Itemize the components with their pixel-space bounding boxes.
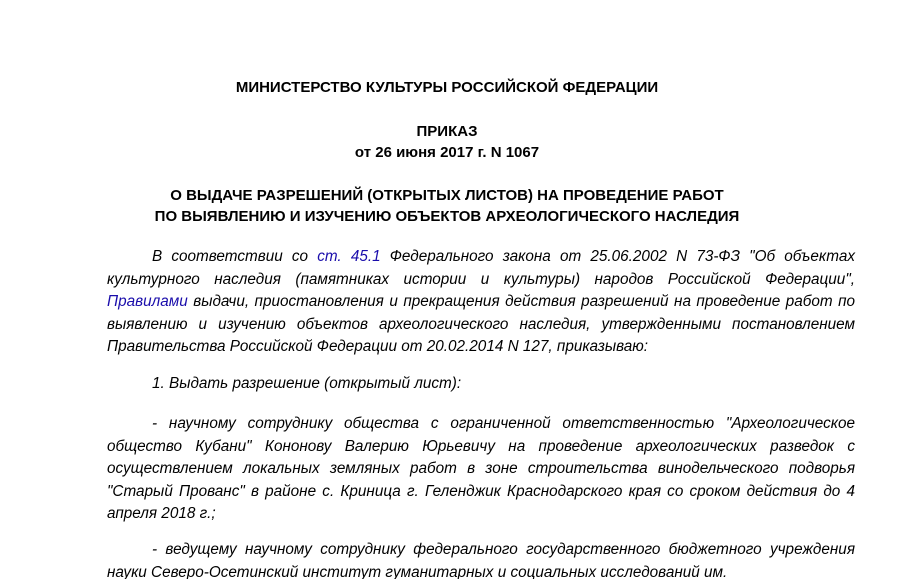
rules-link[interactable]: Правилами [107,293,188,310]
article-link[interactable]: ст. 45.1 [317,248,381,265]
title-line-2: ПО ВЫЯВЛЕНИЮ И ИЗУЧЕНИЮ ОБЪЕКТОВ АРХЕОЛОГИЧЕСКОГО НАСЛЕДИЯ [154,208,740,225]
ministry-heading: МИНИСТЕРСТВО КУЛЬТУРЫ РОССИЙСКОЙ ФЕДЕРАЦИИ [235,79,659,96]
bullet-2-paragraph: - ведущему научному сотруднику федерального государственного бюджетного учреждения науки Северо-Осетинский институт гуманитарных и социальных исследований им. [107,541,855,579]
bullet-1-paragraph: - научному сотруднику общества с ограниченной ответственностью "Археологическое общество Кубани" Кононову Валерию Юрьевичу на проведение археологических разведок с осуществлением локальных земляных работ в зоне строительства винодельческого подворья "Старый Прованс" в районе с. Криница г. Геленджик Краснодарского края со сроком действия до 4 апреля 2018 г.; [107,415,855,522]
doc-type-heading: ПРИКАЗ [416,123,478,140]
preamble-paragraph [107,246,855,359]
date-number-heading: от 26 июня 2017 г. N 1067 [354,144,540,161]
title-line-1: О ВЫДАЧЕ РАЗРЕШЕНИЙ (ОТКРЫТЫХ ЛИСТОВ) НА ПРОВЕДЕНИЕ РАБОТ [170,187,724,204]
preamble-text-3: выдачи, приостановления и прекращения действия разрешений на проведение работ по выявлению и изучению объектов археологического наследия, утвержденными постановлением Правительства Российской Федерации от 20.02.2014 N 127, приказываю: [107,293,855,355]
preamble-text-2: Федерального закона от 25.06.2002 N 73-ФЗ "Об объектах культурного наследия (памятниках истории и культуры) народов Российской Федерации", [107,248,855,288]
item-1-paragraph: 1. Выдать разрешение (открытый лист): [152,375,462,392]
preamble-text-1: В соответствии со [152,248,318,265]
